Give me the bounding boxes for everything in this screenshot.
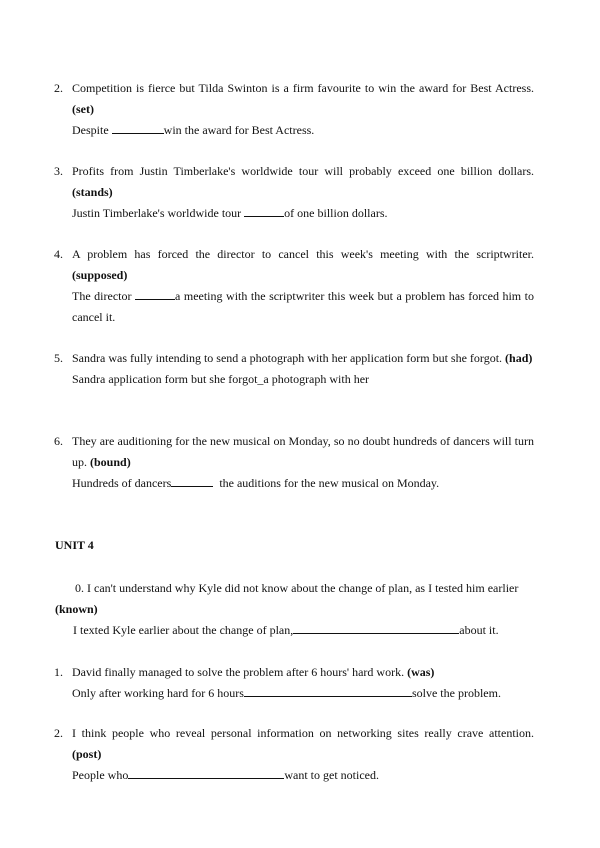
exercise-item-3 — [54, 161, 534, 224]
key-word: (stands) — [72, 185, 113, 199]
exercise-item-4 — [54, 244, 534, 328]
key-word: (bound) — [90, 455, 131, 469]
item-prompt: Profits from Justin Timberlake's worldwide tour will probably exceed one billion dollars.(stands) — [72, 164, 534, 199]
item-prompt: Competition is fierce but Tilda Swinton is a firm favourite to win the award for Best Actress. (set) — [72, 81, 534, 116]
answer-blank[interactable] — [171, 474, 213, 487]
answer-blank[interactable] — [293, 621, 459, 634]
unit4-item-1 — [54, 662, 534, 704]
example-item — [55, 578, 534, 641]
item-prompt: Sandra was fully intending to send a photograph with her application form but she forgot. (had) — [72, 351, 533, 365]
answer-line: Sandra application form but she forgot_a photograph with her — [72, 372, 370, 386]
exercise-item-2 — [54, 78, 534, 141]
item-prompt: A problem has forced the director to cancel this week's meeting with the scriptwriter. (supposed) — [72, 247, 534, 282]
answer-line: Justin Timberlake's worldwide tour of one billion dollars. — [72, 206, 388, 220]
answer-line: The director a meeting with the scriptwriter this week but a problem has forced him to cancel it. — [72, 289, 534, 324]
example-answer-line: I texted Kyle earlier about the change of plan, about it. — [73, 623, 499, 637]
item-number: 3. — [54, 164, 63, 178]
answer-blank[interactable] — [135, 287, 175, 300]
answer-blank[interactable] — [244, 684, 412, 697]
item-prompt: I think people who reveal personal information on networking sites really crave attention. (post) — [72, 726, 534, 761]
exercise-item-6 — [54, 431, 534, 494]
exercise-item-5 — [54, 348, 534, 390]
item-number: 1. — [54, 665, 63, 679]
item-prompt: They are auditioning for the new musical on Monday, so no doubt hundreds of dancers will turn up. (bound) — [72, 434, 534, 469]
key-word: (post) — [72, 747, 102, 761]
answer-blank[interactable] — [112, 121, 164, 134]
key-word: (was) — [407, 665, 435, 679]
answer-line: Only after working hard for 6 hours solve the problem. — [72, 686, 501, 700]
item-number: 4. — [54, 247, 63, 261]
answer-line: Despite win the award for Best Actress. — [72, 123, 315, 137]
answer-line: People who want to get noticed. — [72, 768, 379, 782]
unit-heading: UNIT 4 — [55, 538, 94, 552]
key-word: (had) — [505, 351, 533, 365]
key-word: (supposed) — [72, 268, 128, 282]
answer-blank[interactable] — [128, 766, 284, 779]
item-prompt: David finally managed to solve the problem after 6 hours' hard work. (was) — [72, 665, 435, 679]
item-number: 6. — [54, 434, 63, 448]
answer-blank[interactable] — [244, 204, 284, 217]
example-prompt: 0. I can't understand why Kyle did not know about the change of plan, as I tested him earlier — [75, 581, 519, 595]
key-word: (set) — [72, 102, 94, 116]
unit4-item-2 — [54, 723, 534, 786]
item-number: 2. — [54, 81, 63, 95]
example-key: (known) — [55, 602, 98, 616]
item-number: 5. — [54, 351, 63, 365]
item-number: 2. — [54, 726, 63, 740]
answer-line: Hundreds of dancers the auditions for the new musical on Monday. — [72, 476, 440, 490]
